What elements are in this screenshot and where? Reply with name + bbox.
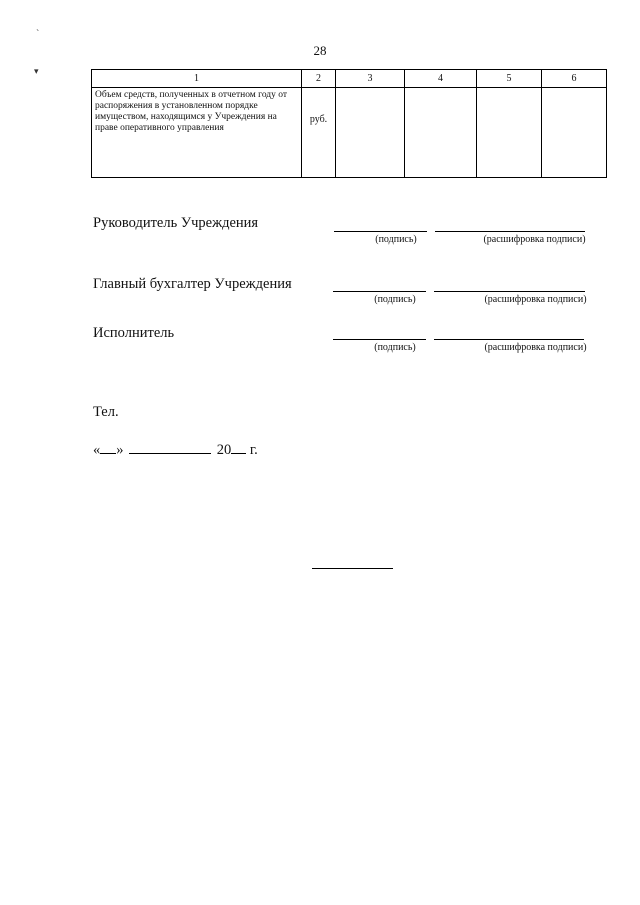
date-open-quote: « <box>93 442 101 458</box>
report-table <box>91 69 607 178</box>
year-suffix: г. <box>249 442 258 458</box>
value-cell <box>477 88 542 178</box>
decode-line <box>434 339 584 340</box>
year-blank <box>231 441 246 454</box>
decode-caption: (расшифровка подписи) <box>484 294 587 305</box>
scan-speck: ▾ <box>34 66 39 76</box>
executor-signature-label: Исполнитель <box>93 325 175 341</box>
decode-line <box>434 291 585 292</box>
date-close-quote: » <box>116 442 124 458</box>
year-prefix: 20 <box>216 442 232 458</box>
decode-line <box>435 231 585 232</box>
decode-caption: (расшифровка подписи) <box>484 342 587 353</box>
phone-label: Тел. <box>93 404 119 420</box>
signature-line <box>333 339 426 340</box>
column-header: 5 <box>477 70 542 88</box>
signature-line <box>334 231 427 232</box>
column-header: 1 <box>92 70 302 88</box>
value-cell <box>405 88 477 178</box>
signature-caption: (подпись) <box>374 294 416 305</box>
column-header: 6 <box>542 70 607 88</box>
scan-speck: ` <box>36 29 40 40</box>
decode-caption: (расшифровка подписи) <box>483 234 586 245</box>
month-blank <box>129 441 211 454</box>
table-row <box>92 88 607 178</box>
signature-caption: (подпись) <box>375 234 417 245</box>
column-header: 2 <box>302 70 336 88</box>
chief-accountant-signature-label: Главный бухгалтер Учреждения <box>93 276 292 292</box>
signature-caption: (подпись) <box>374 342 416 353</box>
value-cell <box>542 88 607 178</box>
date-line <box>93 441 258 459</box>
table-header-row <box>92 70 607 88</box>
column-header: 4 <box>405 70 477 88</box>
page-number: 28 <box>313 43 327 58</box>
unit-cell: руб. <box>302 88 336 178</box>
head-signature-label: Руководитель Учреждения <box>93 215 259 231</box>
end-of-document-line <box>312 568 393 569</box>
signature-line <box>333 291 426 292</box>
day-blank <box>100 441 116 454</box>
indicator-description: Объем средств, полученных в отчетном году от распоряжения в установленном порядке имуществом, находящимся у Учреждения на праве оперативного управления <box>92 88 302 178</box>
value-cell <box>336 88 405 178</box>
column-header: 3 <box>336 70 405 88</box>
